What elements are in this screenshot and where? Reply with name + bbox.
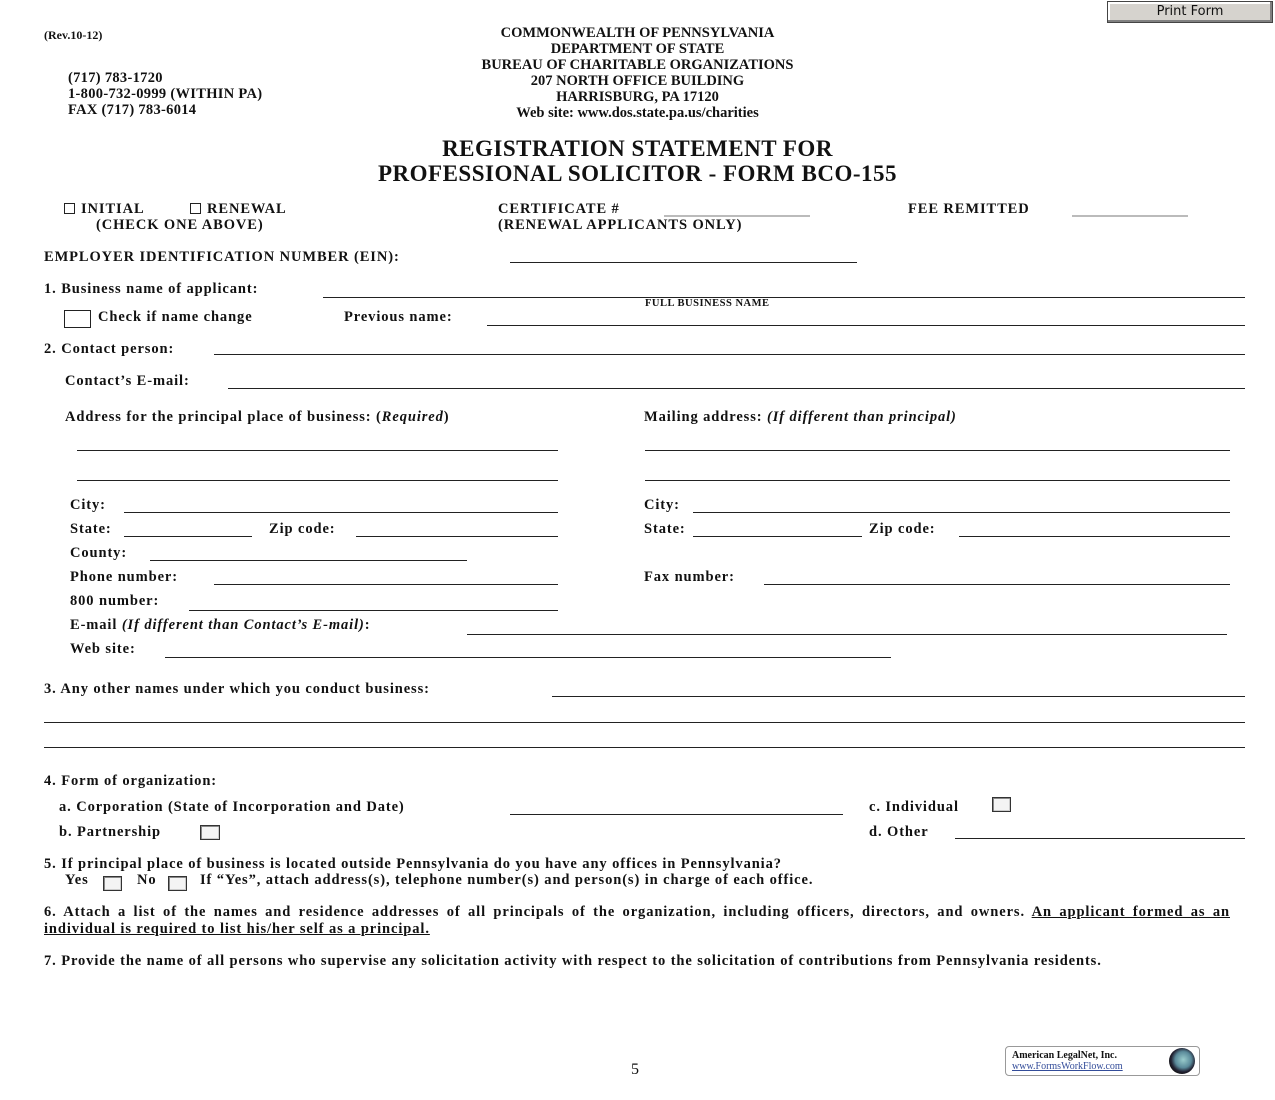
fax-label: Fax number: — [644, 569, 735, 585]
mailing-city-field[interactable] — [693, 512, 1230, 513]
state-label: State: — [70, 521, 112, 537]
page-number: 5 — [631, 1061, 640, 1078]
individual-label: c. Individual — [869, 799, 959, 815]
phone-label: Phone number: — [70, 569, 178, 585]
county-field[interactable] — [150, 560, 467, 561]
email-colon: : — [364, 617, 371, 633]
revision-label: (Rev.10-12) — [44, 28, 103, 42]
fax-line: FAX (717) 783-6014 — [68, 102, 197, 118]
contact-person-label: 2. Contact person: — [44, 341, 175, 357]
city-field[interactable] — [124, 512, 558, 513]
renewal-label: RENEWAL — [207, 201, 287, 217]
principal-address-text: Address for the principal place of business: ( — [65, 409, 382, 425]
fee-field[interactable] — [1072, 215, 1188, 217]
mailing-state-field[interactable] — [693, 536, 862, 537]
full-business-name-caption: FULL BUSINESS NAME — [645, 298, 770, 309]
yes-checkbox[interactable] — [103, 876, 122, 891]
phone-line: 1-800-732-0999 (WITHIN PA) — [68, 86, 263, 102]
certificate-label: CERTIFICATE # — [498, 201, 620, 217]
website-field[interactable] — [165, 657, 891, 658]
initial-option[interactable] — [64, 201, 145, 217]
zip-field[interactable] — [356, 536, 558, 537]
agency-line: DEPARTMENT OF STATE — [550, 41, 725, 57]
800-number-label: 800 number: — [70, 593, 160, 609]
email-text: E-mail — [70, 617, 122, 633]
contact-email-label: Contact’s E-mail: — [65, 373, 190, 389]
other-names-label: 3. Any other names under which you conduct business: — [44, 681, 430, 697]
check-one-note: (CHECK ONE ABOVE) — [96, 217, 264, 233]
form-title-line1: REGISTRATION STATEMENT FOR — [442, 136, 833, 161]
principal-address-close: ) — [443, 409, 450, 425]
business-name-label: 1. Business name of applicant: — [44, 281, 259, 297]
certificate-note: (RENEWAL APPLICANTS ONLY) — [498, 217, 743, 233]
supervisors-instruction: 7. Provide the name of all persons who supervise any solicitation activity with respect to the solicitation of contributions from Pennsylvania residents. — [44, 953, 1102, 969]
renewal-option[interactable] — [190, 201, 287, 217]
principal-address-line1[interactable] — [77, 450, 558, 451]
business-email-field[interactable] — [467, 634, 1227, 635]
ein-label: EMPLOYER IDENTIFICATION NUMBER (EIN): — [44, 249, 400, 265]
agency-line: 207 NORTH OFFICE BUILDING — [530, 73, 745, 89]
phone-field[interactable] — [214, 584, 558, 585]
fax-field[interactable] — [764, 584, 1230, 585]
renewal-checkbox[interactable] — [190, 203, 201, 214]
mailing-state-label: State: — [644, 521, 686, 537]
800-number-field[interactable] — [189, 610, 558, 611]
principal-address-label — [65, 409, 450, 425]
yes-label: Yes — [65, 872, 89, 888]
principals-instruction — [44, 904, 1230, 938]
mailing-zip-field[interactable] — [959, 536, 1230, 537]
yes-instruction: If “Yes”, attach address(s), telephone number(s) and person(s) in charge of each office. — [200, 872, 814, 888]
outside-pa-question: 5. If principal place of business is located outside Pennsylvania do you have any offices in Pennsylvania? — [44, 856, 782, 872]
principals-text: 6. Attach a list of the names and residence addresses of all principals of the organization, including officers, directors, and owners. — [44, 904, 1032, 920]
print-form-button[interactable]: Print Form — [1107, 1, 1273, 23]
previous-name-field[interactable] — [487, 325, 1245, 326]
organization-form-label: 4. Form of organization: — [44, 773, 218, 789]
mailing-zip-label: Zip code: — [869, 521, 936, 537]
mailing-address-text: Mailing address: — [644, 409, 767, 425]
individual-checkbox[interactable] — [992, 797, 1011, 812]
phone-line: (717) 783-1720 — [68, 70, 163, 86]
state-field[interactable] — [124, 536, 252, 537]
zip-label: Zip code: — [269, 521, 336, 537]
no-checkbox[interactable] — [168, 876, 187, 891]
fee-label: FEE REMITTED — [908, 201, 1030, 217]
mailing-address-line2[interactable] — [645, 480, 1230, 481]
principal-address-line2[interactable] — [77, 480, 558, 481]
website-label: Web site: — [70, 641, 136, 657]
agency-line: HARRISBURG, PA 17120 — [556, 89, 719, 105]
county-label: County: — [70, 545, 128, 561]
city-label: City: — [70, 497, 106, 513]
business-name-field[interactable] — [323, 297, 1245, 298]
ein-field[interactable] — [510, 262, 857, 263]
previous-name-label: Previous name: — [344, 309, 453, 325]
email-note: (If different than Contact’s E-mail) — [121, 617, 365, 633]
name-change-checkbox[interactable] — [64, 310, 91, 328]
corporation-label: a. Corporation (State of Incorporation and Date) — [59, 799, 405, 815]
other-field[interactable] — [955, 838, 1245, 839]
logo-link[interactable]: www.FormsWorkFlow.com — [1012, 1061, 1123, 1072]
mailing-address-label — [644, 409, 957, 425]
no-label: No — [137, 872, 157, 888]
partnership-checkbox[interactable] — [200, 825, 220, 840]
agency-line: BUREAU OF CHARITABLE ORGANIZATIONS — [481, 57, 794, 73]
other-names-field-1[interactable] — [552, 696, 1245, 697]
mailing-address-note: (If different than principal) — [767, 409, 957, 425]
business-email-label — [70, 617, 370, 633]
corporation-field[interactable] — [510, 814, 843, 815]
mailing-address-line1[interactable] — [645, 450, 1230, 451]
form-title-line2: PROFESSIONAL SOLICITOR - FORM BCO-155 — [377, 161, 898, 186]
other-names-field-3[interactable] — [44, 747, 1245, 748]
individual-principal-note: An applicant formed as an individual is required to list his/her self as a principal. — [44, 904, 1230, 937]
globe-icon — [1169, 1048, 1195, 1074]
american-legalnet-logo[interactable] — [1005, 1046, 1200, 1076]
partnership-label: b. Partnership — [59, 824, 162, 840]
other-label: d. Other — [869, 824, 929, 840]
required-note: Required — [381, 409, 444, 425]
other-names-field-2[interactable] — [44, 722, 1245, 723]
initial-label: INITIAL — [81, 201, 145, 217]
mailing-city-label: City: — [644, 497, 680, 513]
name-change-label: Check if name change — [98, 309, 253, 325]
logo-company: American LegalNet, Inc. — [1012, 1050, 1117, 1061]
agency-website: Web site: www.dos.state.pa.us/charities — [516, 105, 759, 121]
agency-line: COMMONWEALTH OF PENNSYLVANIA — [500, 25, 775, 41]
contact-person-field[interactable] — [214, 354, 1245, 355]
initial-checkbox[interactable] — [64, 203, 75, 214]
contact-email-field[interactable] — [228, 388, 1245, 389]
